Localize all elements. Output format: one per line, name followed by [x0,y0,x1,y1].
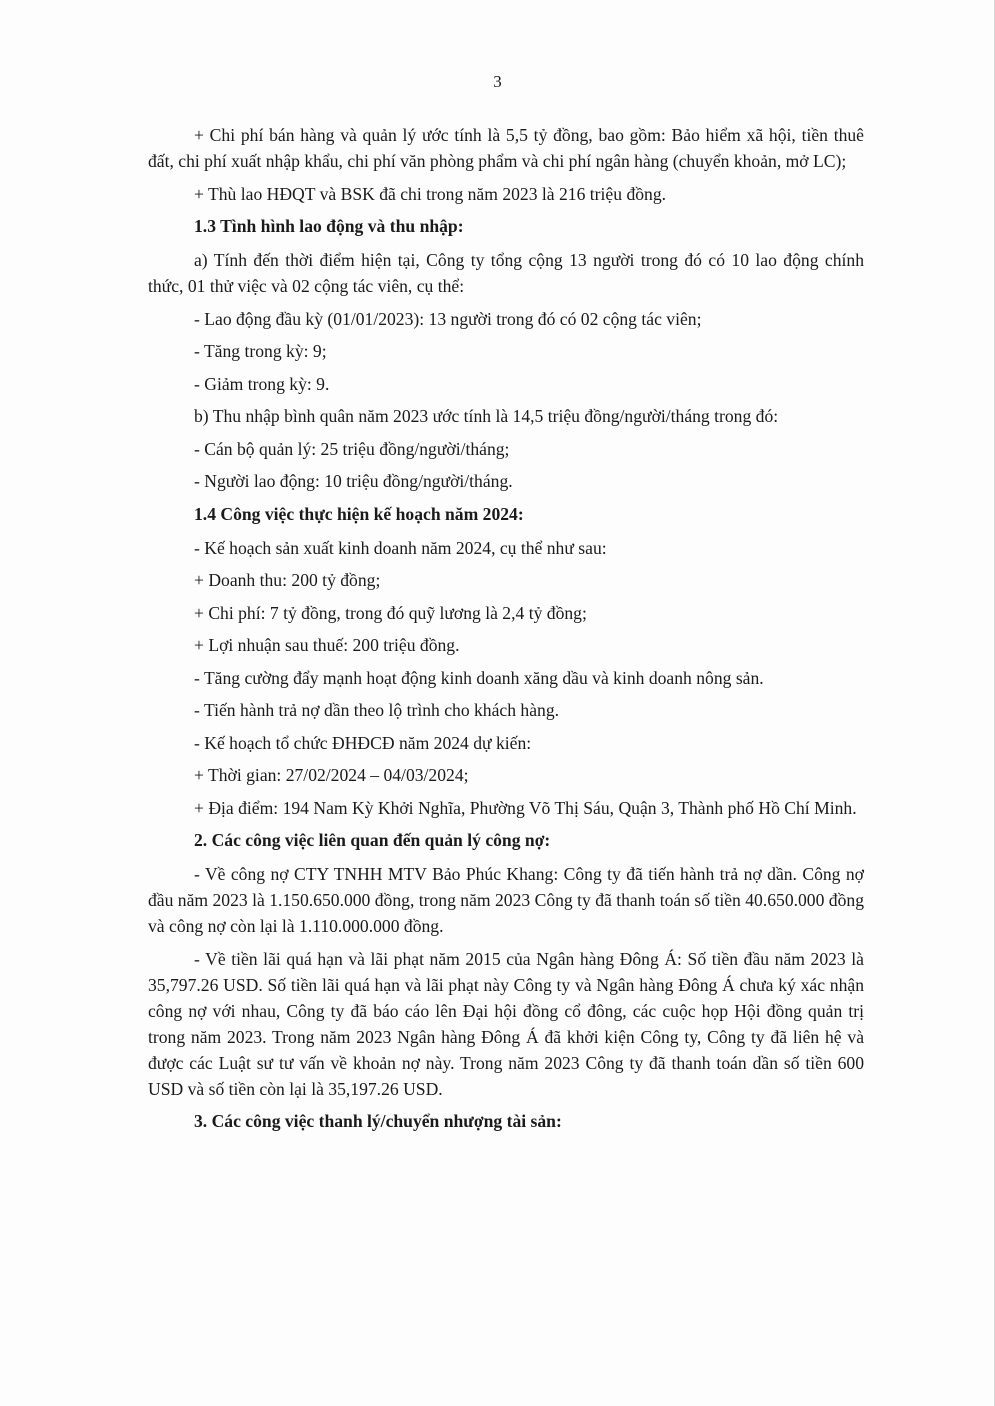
heading-2: 2. Các công việc liên quan đến quản lý công nợ: [194,830,551,850]
heading-3: 3. Các công việc thanh lý/chuyển nhượng tài sản: [194,1111,562,1131]
para-plan-debt: - Tiến hành trả nợ dần theo lộ trình cho khách hàng. [194,700,560,720]
para-plan-cost: + Chi phí: 7 tỷ đồng, trong đó quỹ lương là 2,4 tỷ đồng; [194,602,587,623]
page-number: 3 [493,72,502,91]
para-debt-dong-a-bank: - Về tiền lãi quá hạn và lãi phạt năm 2015 của Ngân hàng Đông Á: Số tiền đầu năm 2023 là 35,797.26 USD. Số tiền lãi quá hạn và lãi phạt này Công ty và Ngân hàng Đông Á chưa ký xác nhận công nợ với nhau, Công ty đã báo cáo lên Đại hội đồng cổ đông, các cuộc họp Hội đồng quản trị trong năm 2023. Trong năm 2023 Ngân hàng Đông Á đã khởi kiện Công ty, Công ty đã liên hệ và được các Luật sư tư vấn về khoản nợ này. Trong năm 2023 Công ty đã thanh toán dần số tiền 600 USD và số tiền còn lại là 35,197.26 USD. [148,948,864,1099]
para-plan-fuel: - Tăng cường đẩy mạnh hoạt động kinh doanh xăng dầu và kinh doanh nông sản. [194,667,764,688]
para-agm-time: + Thời gian: 27/02/2024 – 04/03/2024; [194,765,469,785]
para-plan-revenue: + Doanh thu: 200 tỷ đồng; [194,570,381,590]
para-plan-2024: - Kế hoạch sản xuất kinh doanh năm 2024, cụ thể như sau: [194,537,607,558]
para-income-managers: - Cán bộ quản lý: 25 triệu đồng/người/tháng; [194,438,510,459]
para-labor-increase: - Tăng trong kỳ: 9; [194,341,327,361]
para-board-remuneration: + Thù lao HĐQT và BSK đã chi trong năm 2023 là 216 triệu đồng. [194,183,667,204]
para-labor-total: a) Tính đến thời điểm hiện tại, Công ty tổng cộng 13 người trong đó có 10 lao động chính thức, 01 thử việc và 02 cộng tác viên, cụ thể: [148,250,864,296]
para-labor-decrease: - Giảm trong kỳ: 9. [194,373,330,394]
para-selling-admin-cost: + Chi phí bán hàng và quản lý ước tính là 5,5 tỷ đồng, bao gồm: Bảo hiểm xã hội, tiền thuê đất, chi phí xuất nhập khẩu, chi phí văn phòng phẩm và chi phí ngân hàng (chuyển khoản, mở LC); [148,125,864,171]
document-body [148,122,864,1142]
para-income-average: b) Thu nhập bình quân năm 2023 ước tính là 14,5 triệu đồng/người/tháng trong đó: [194,406,779,426]
para-plan-agm: - Kế hoạch tổ chức ĐHĐCĐ năm 2024 dự kiến: [194,732,532,753]
para-labor-start: - Lao động đầu kỳ (01/01/2023): 13 người trong đó có 02 cộng tác viên; [194,308,702,329]
para-debt-bao-phuc-khang: - Về công nợ CTY TNHH MTV Bảo Phúc Khang: Công ty đã tiến hành trả nợ dần. Công nợ đầu năm 2023 là 1.150.650.000 đồng, trong năm 2023 Công ty đã thanh toán số tiền 40.650.000 đồng và công nợ còn lại là 1.110.000.000 đồng. [148,864,864,936]
para-income-workers: - Người lao động: 10 triệu đồng/người/tháng. [194,471,513,491]
para-agm-place: + Địa điểm: 194 Nam Kỳ Khởi Nghĩa, Phường Võ Thị Sáu, Quận 3, Thành phố Hồ Chí Minh. [194,797,857,818]
heading-1-3: 1.3 Tình hình lao động và thu nhập: [194,216,464,236]
para-plan-profit: + Lợi nhuận sau thuế: 200 triệu đồng. [194,635,460,655]
heading-1-4: 1.4 Công việc thực hiện kế hoạch năm 2024: [194,503,524,524]
